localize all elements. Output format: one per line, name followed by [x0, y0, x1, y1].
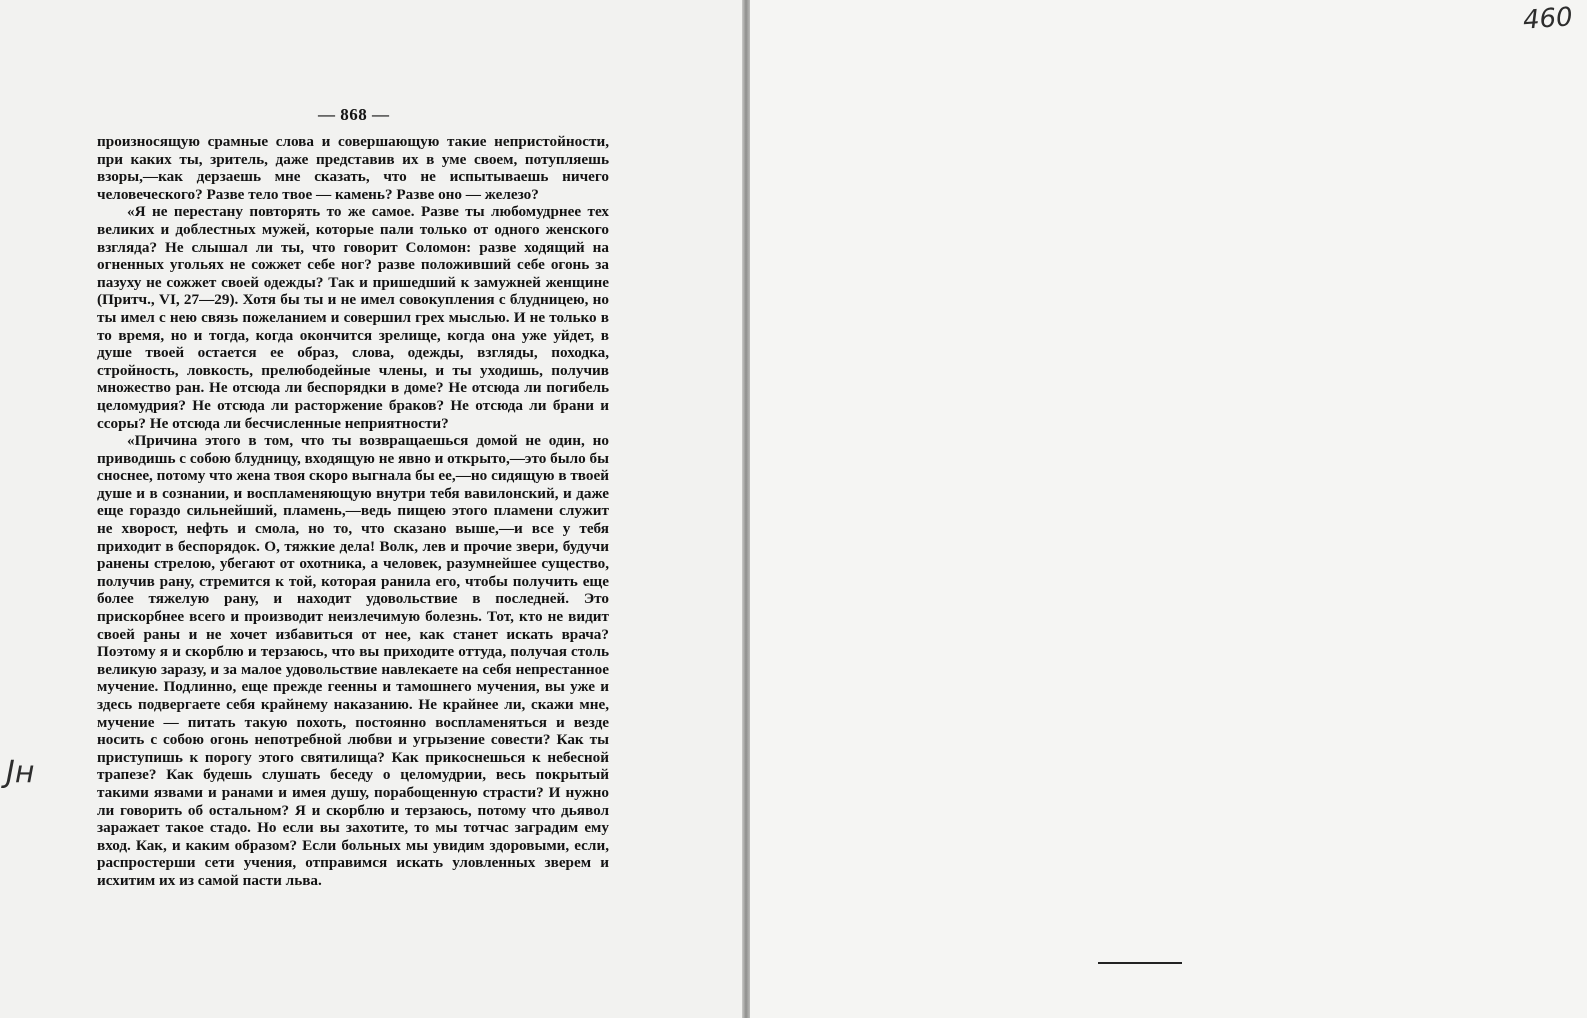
page-number-left: — 868 — — [318, 105, 390, 124]
section-end-rule — [1098, 962, 1182, 964]
handwritten-page-note: 460 — [1522, 2, 1574, 36]
handwritten-margin-note: Jн — [6, 755, 35, 790]
right-page — [750, 0, 1587, 1018]
left-page — [0, 0, 742, 1018]
left-page-text — [97, 133, 609, 890]
paragraph: «Я не перестану повторять то же самое. Разве ты любомудрнее тех великих и доблестных мужей, которые пали только от одного женского взгляда? Не слышал ли ты, что говорит Соломон: разве ходящий на огненных угольях не сожжет себе ног? разве положивший себе огонь за пазуху не сожжет своей одежды? Так и пришедший к замужней женщине (Притч., VI, 27—29). Хотя бы ты и не имел совокупления с блудницею, но ты имел с нею связь пожеланием и совершил грех мыслью. И не только в то время, но и тогда, когда окончится зрелище, когда она уже уйдет, в душе твоей остается ее образ, слова, одежды, взгляды, походка, стройность, ловкость, прелюбодейные члены, и ты уходишь, получив множество ран. Не отсюда ли беспорядки в доме? Не отсюда ли погибель целомудрия? Не отсюда ли расторжение браков? Не отсюда ли брани и ссоры? Не отсюда ли бесчисленные неприятности? — [97, 203, 609, 432]
paragraph: «Причина этого в том, что ты возвращаешься домой не один, но приводишь с собою блудницу, входящую не явно и открыто,—это было бы сноснее, потому что жена твоя скоро выгнала бы ее,—но сидящую в твоей душе и в сознании, и воспламеняющую внутри тебя вавилонский, и даже еще гораздо сильнейший, пламень,—ведь пищею этого пламени служит не хворост, нефть и смола, но то, что сказано выше,—и все у тебя приходит в беспорядок. О, тяжкие дела! Волк, лев и прочие звери, будучи ранены стрелою, убегают от охотника, а человек, разумнейшее существо, получив рану, стремится к той, которая ранила его, чтобы получить еще более тяжелую рану, и находит удовольствие в последней. Это прискорбнее всего и производит неизлечимую болезнь. Тот, кто не видит своей раны и не хочет избавиться от нее, как станет искать врача? Поэтому я и скорблю и терзаюсь, что вы приходите оттуда, получая столь великую заразу, и за малое удовольствие навлекаете на себя непрестанное мучение. Подлинно, еще прежде геенны и тамошнего мучения, вы уже и здесь подвергаете себя крайнему наказанию. Не крайнее ли, скажи мне, мучение — питать такую похоть, постоянно воспламеняться и везде носить с собою огонь непотребной любви и угрызение совести? Как ты приступишь к порогу этого святилища? Как прикоснешься к небесной трапезе? Как будешь слушать беседу о целомудрии, весь покрытый такими язвами и ранами и имея душу, порабощенную страсти? И нужно ли говорить об остальном? Я и скорблю и терзаюсь, потому что дьявол заражает такое стадо. Но если вы захотите, то мы тотчас заградим ему вход. Как, и каким образом? Если больных мы увидим здоровыми, если, распростерши сети учения, отправимся искать уловленных зверем и исхитим их из самой пасти льва. — [97, 432, 609, 889]
paragraph-continued: произносящую срамные слова и совершающую такие непристойности, при каких ты, зритель, даже представив их в уме своем, потупляешь взоры,—как дерзаешь мне сказать, что не испытываешь ничего человеческого? Разве тело твое — камень? Разве оно — железо? — [97, 133, 609, 203]
book-gutter — [742, 0, 750, 1018]
